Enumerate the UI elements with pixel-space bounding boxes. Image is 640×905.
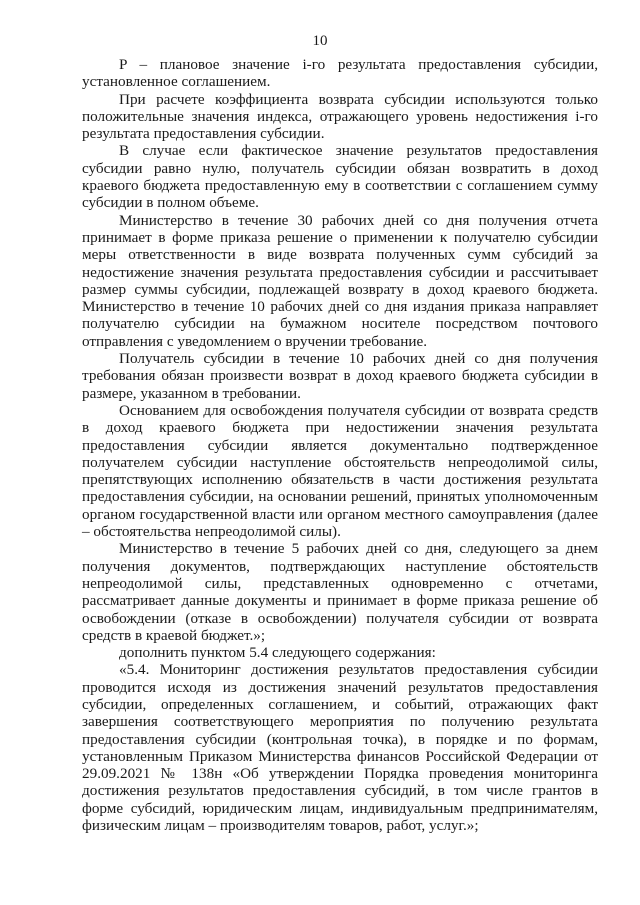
page-number: 10 — [312, 33, 328, 49]
paragraph-clause-5-4: «5.4. Мониторинг достижения результатов предоставления субсидии проводится исходя из достижения значений результатов предоставления субсидии, определенных соглашением, и событий, отражающих факт завершения соответствующего мероприятия по получению результата предоставления субсидии (контрольная точка), в порядке и по формам, установленным Приказом Министерства финансов Российской Федерации от 29.09.2021 № 138н «Об утверждении Порядка проведения мониторинга достижения результатов предоставления субсидий, в том числе грантов в форме субсидий, юридическим лицам, индивидуальным предпринимателям, физическим лицам – производителям товаров, работ, услуг.»; — [82, 661, 598, 835]
paragraph-exemption-review: Министерство в течение 5 рабочих дней со дня, следующего за днем получения документов, подтверждающих наступление обстоятельств непреодолимой силы, представленных одновременно с отчетами, рассматривает данные документы и принимает в форме приказа решение об освобождении (отказе в освобождении) получателя субсидии от возврата средств в краевой бюджет.»; — [82, 540, 598, 644]
paragraph-return-coefficient: При расчете коэффициента возврата субсидии используются только положительные значения индекса, отражающего уровень недостижения i-го результата предоставления субсидии. — [82, 90, 598, 143]
paragraph-zero-result: В случае если фактическое значение результатов предоставления субсидии равно нулю, получатель субсидии обязан возвратить в доход краевого бюджета предоставленную ему в соответствии с соглашением сумму субсидии в полном объеме. — [82, 142, 598, 212]
document-body — [82, 56, 598, 834]
paragraph-ministry-decision: Министерство в течение 30 рабочих дней со дня получения отчета принимает в форме приказа решение о применении к получателю субсидии меры ответственности в виде возврата полученных сумм субсидий за недостижение значения результата предоставления субсидии и рассчитывает размер суммы субсидии, подлежащей возврату в доход краевого бюджета. Министерство в течение 10 рабочих дней со дня издания приказа направляет получателю субсидии на бумажном носителе посредством почтового отправления с уведомлением о вручении требование. — [82, 211, 598, 350]
paragraph-amendment-intro: дополнить пунктом 5.4 следующего содержания: — [119, 644, 436, 662]
paragraph-exemption-basis: Основанием для освобождения получателя субсидии от возврата средств в доход краевого бюджета при недостижении значения результата предоставления субсидии является документально подтвержденное получателем субсидии наступление обстоятельств непреодолимой силы, препятствующих исполнению обязательств в части достижения результата предоставления субсидии, на основании решений, принятых уполномоченным органом государственной власти или органом местного самоуправления (далее – обстоятельства непреодолимой силы). — [82, 401, 598, 541]
paragraph-formula-definition: P – плановое значение i-го результата предоставления субсидии, установленное соглашением. — [82, 56, 598, 91]
paragraph-return-deadline: Получатель субсидии в течение 10 рабочих дней со дня получения требования обязан произвести возврат в доход краевого бюджета субсидии в размере, указанном в требовании. — [82, 350, 598, 402]
